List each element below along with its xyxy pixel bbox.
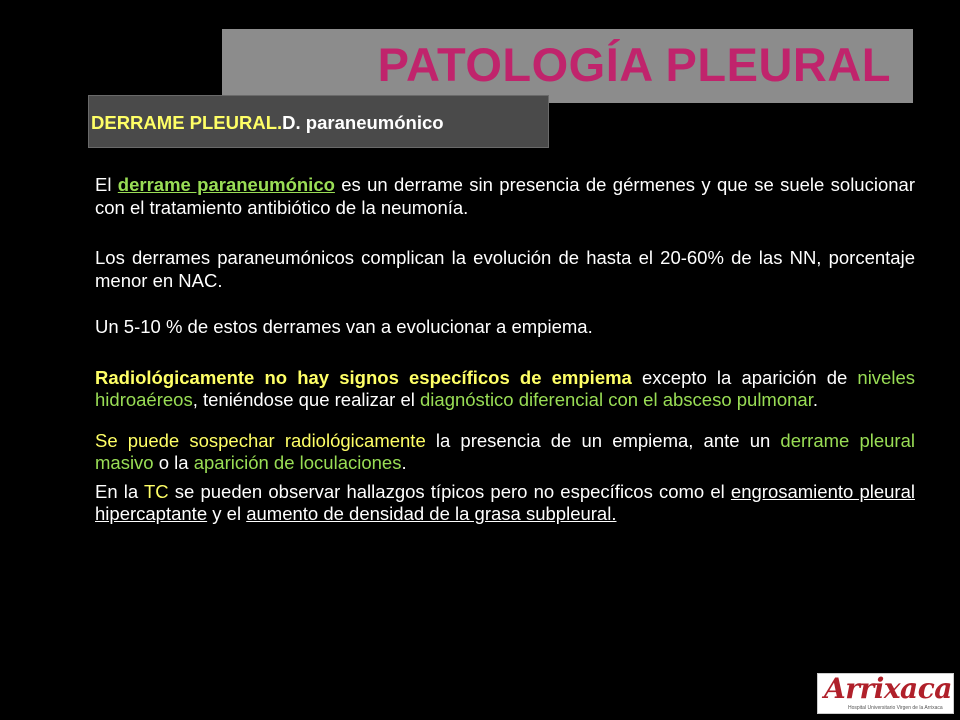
paragraph-evolution [95, 316, 915, 339]
title-bar [222, 29, 913, 103]
term-derrame-paraneumonico: derrame paraneumónico [117, 174, 335, 195]
subtitle-box [88, 95, 549, 148]
term-tc: TC [143, 480, 169, 502]
text-run: excepto la aparición de [631, 366, 858, 388]
subtitle [91, 112, 444, 134]
text-run: es un derrame sin presencia de gérmenes y que se suele solucionar con el tratamiento antibiótico de la neumonía. [95, 174, 915, 218]
paragraph-definition [95, 174, 915, 219]
term-diagnostico-diferencial: diagnóstico diferencial con el absceso pulmonar [420, 389, 813, 410]
slide-content [95, 174, 915, 526]
text-run: y el [207, 503, 247, 524]
text-run: o la [153, 452, 194, 473]
text-run: El [95, 174, 118, 195]
text-run: Los derrames paraneumónicos complican la evolución de hasta el 20-60% de las NN, porcentaje menor en NAC. [95, 247, 915, 291]
text-run: . [812, 389, 818, 410]
paragraph-tc [95, 481, 915, 526]
page-title: PATOLOGÍA PLEURAL [377, 38, 891, 91]
term-niveles-hidroaereos: niveles hidroaéreos [95, 366, 915, 410]
text-run: , teniéndose que realizar el [192, 389, 420, 410]
term-aumento-densidad: aumento de densidad de la grasa subpleural. [246, 503, 617, 524]
arrixaca-logo [817, 673, 954, 714]
subtitle-detail: D. paraneumónico [282, 112, 444, 133]
text-run: En la [95, 480, 144, 502]
highlight-radiology: Radiológicamente no hay signos específicos de empiema [95, 366, 632, 388]
logo-text: Arrixaca [824, 672, 952, 705]
text-run: . [401, 452, 407, 473]
term-loculaciones: aparición de loculaciones [193, 452, 402, 473]
paragraph-suspicion [95, 430, 915, 475]
text-run: se pueden observar hallazgos típicos pero no específicos como el [168, 480, 731, 502]
highlight-suspicion: Se puede sospechar radiológicamente [95, 429, 426, 451]
text-run: Un 5-10 % de estos derrames van a evolucionar a empiema. [95, 316, 593, 337]
term-derrame-masivo: derrame pleural masivo [95, 429, 915, 473]
paragraph-radiology [95, 367, 915, 412]
logo-subtext: Hospital Universitario Virgen de la Arrixaca [848, 705, 943, 711]
text-run: la presencia de un empiema, ante un [425, 429, 781, 451]
term-engrosamiento-pleural: engrosamiento pleural hipercaptante [95, 480, 915, 524]
paragraph-incidence [95, 247, 915, 292]
subtitle-main: DERRAME PLEURAL. [91, 112, 283, 133]
